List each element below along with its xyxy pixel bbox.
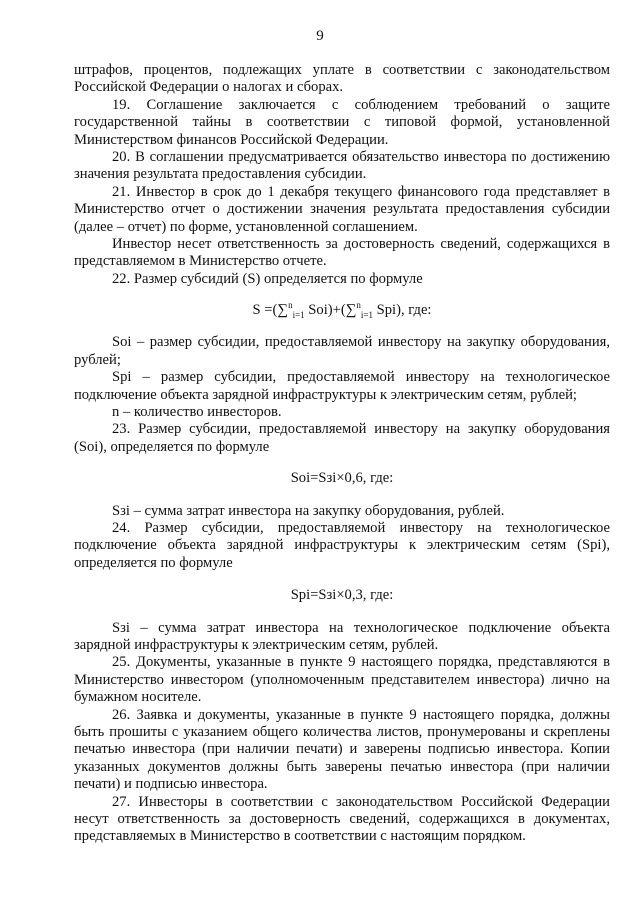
paragraph-p23: 23. Размер субсидии, предоставляемой инвестору на закупку оборудования (Soi), определяется по формуле xyxy=(74,421,610,455)
paragraph-p27: 27. Инвесторы в соответствии с законодательством Российской Федерации несут ответственность за достоверность сведений, содержащихся в документах, представляемых в Министерство в соответствии с настоящим порядком. xyxy=(74,793,610,845)
paragraph-p21: 21. Инвестор в срок до 1 декабря текущего финансового года представляет в Министерство отчет о достижении значения результата предоставления субсидии (далее – отчет) по форме, установленной соглашением. xyxy=(74,183,610,235)
sum-lower-limit: i=1 xyxy=(360,310,373,321)
sum-upper-limit: n xyxy=(288,300,293,311)
sum-upper-limit: n xyxy=(356,300,361,311)
paragraph-def-n: n – количество инвесторов. xyxy=(112,403,282,420)
paragraph-def-szi2: Sзi – сумма затрат инвестора на технологическое подключение объекта зарядной инфраструктуры к электрическим сетям, рублей. xyxy=(74,619,610,653)
paragraphs-top xyxy=(74,62,610,288)
formula-term-spi: Spi), где: xyxy=(373,302,432,319)
document-body xyxy=(74,62,610,846)
paragraph-p25: 25. Документы, указанные в пункте 9 настоящего порядка, представляются в Министерство инвестором (уполномоченным представителем инвестора) лично на бумажном носителе. xyxy=(74,654,610,706)
paragraphs-definitions xyxy=(74,334,610,456)
paragraph-p24: 24. Размер субсидии, предоставляемой инвестору на технологическое подключение объекта зарядной инфраструктуры к электрическим сетям (Spi), определяется по формуле xyxy=(74,519,610,571)
paragraph-p20: 20. В соглашении предусматривается обязательство инвестора по достижению значения результата предоставления субсидии. xyxy=(74,149,610,183)
sum-operator-2: ∑$^n_{i=1}$ xyxy=(345,300,373,321)
sum-lower-limit: i=1 xyxy=(292,310,305,321)
paragraph-p22: 22. Размер субсидий (S) определяется по формуле xyxy=(112,270,423,287)
paragraphs-mid xyxy=(74,503,610,573)
paragraph-def-soi: Soi – размер субсидии, предоставляемой инвестору на закупку оборудования, рублей; xyxy=(74,334,610,368)
formula-spi: Spi=Sзi×0,3, где: xyxy=(290,587,394,604)
paragraph-p-fines: штрафов, процентов, подлежащих уплате в соответствии с законодательством Российской Федерации о налогах и сборах. xyxy=(74,62,610,96)
formula-subsidy-total xyxy=(74,301,610,320)
formula-lhs: S =( xyxy=(252,302,278,319)
formula-term-soi: Soi)+( xyxy=(304,302,346,319)
paragraphs-bottom xyxy=(74,620,610,846)
paragraph-def-szi1: Sзi – сумма затрат инвестора на закупку оборудования, рублей. xyxy=(112,502,505,519)
paragraph-p21b: Инвестор несет ответственность за достоверность сведений, содержащихся в представляемом в Министерство отчете. xyxy=(74,236,610,270)
formula-soi: Soi=Sзi×0,6, где: xyxy=(290,470,394,487)
page-number: 9 xyxy=(316,28,324,44)
paragraph-p19: 19. Соглашение заключается с соблюдением требований о защите государственной тайны в соответствии с типовой формой, установленной Министерством финансов Российской Федерации. xyxy=(74,96,610,148)
paragraph-def-spi: Spi – размер субсидии, предоставляемой инвестору на технологическое подключение объекта зарядной инфраструктуры к электрическим сетям, рублей; xyxy=(74,369,610,403)
paragraph-p26: 26. Заявка и документы, указанные в пункте 9 настоящего порядка, должны быть прошиты с указанием общего количества листов, пронумерованы и скреплены печатью инвестора (при наличии печати) и заверены подписью инвестора. Копии указанных документов должны быть заверены печатью инвестора (при наличии печати) и подписью инвестора. xyxy=(74,706,610,793)
sum-operator-1: ∑$^n_{i=1}$ xyxy=(277,300,305,321)
